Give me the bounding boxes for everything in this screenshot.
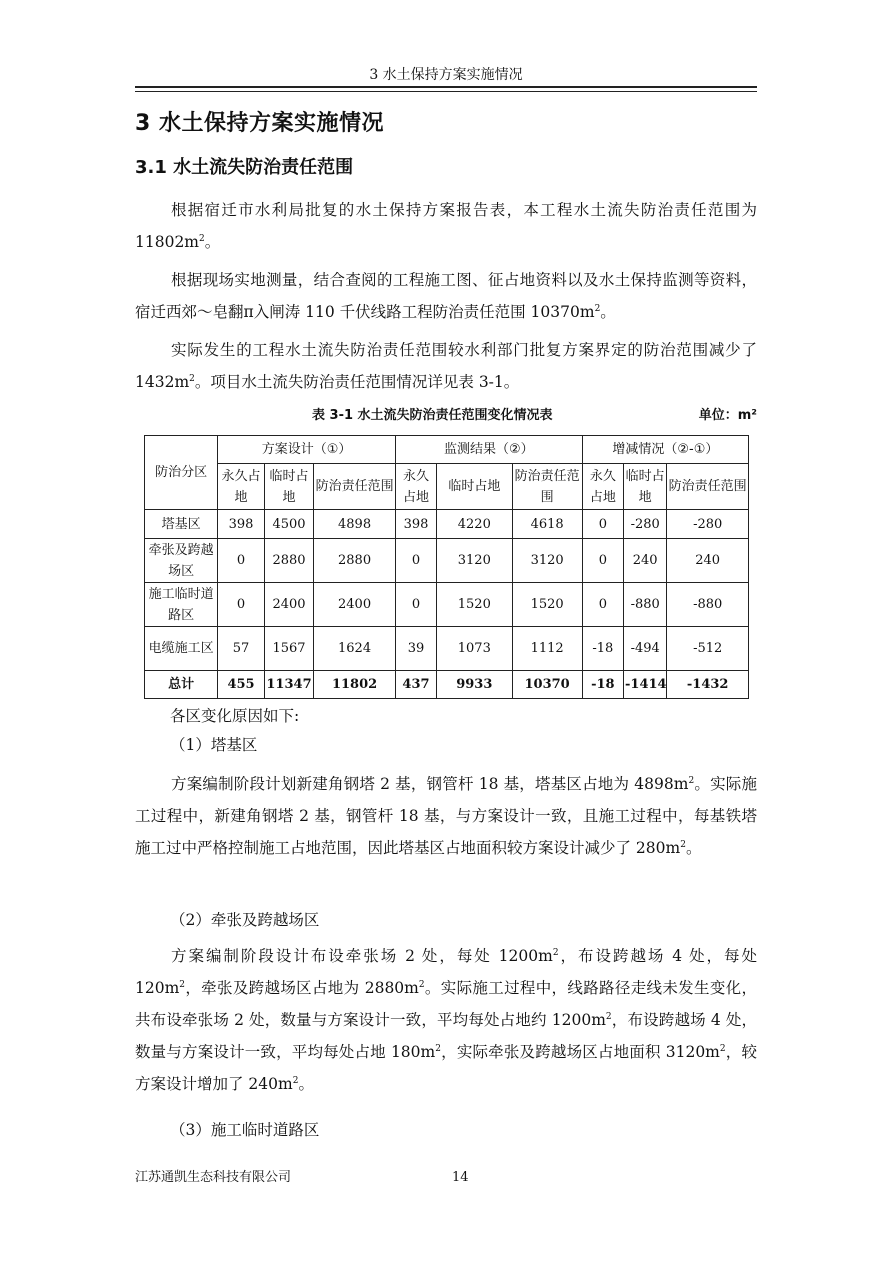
value-cell: 0 [395,539,436,583]
sub-header-permanent: 永久占地 [218,464,264,510]
subsection-title-2: （2）牵张及跨越场区 [170,911,320,929]
value-cell: 1520 [437,583,512,627]
table-unit: 单位：m² [698,408,757,423]
value-cell: 2880 [264,539,314,583]
value-cell: 9933 [437,671,512,699]
table-total-row [145,671,749,699]
paragraph-3: 实际发生的工程水土流失防治责任范围较水利部门批复方案界定的防治范围减少了 $1432m^2$。项目水土流失防治责任范围情况详见表 3-1。 [135,341,757,391]
zone-cell: 电缆施工区 [145,627,218,671]
value-cell: 57 [218,627,264,671]
zone-cell: 施工临时道路区 [145,583,218,627]
value-cell: 0 [582,539,623,583]
group-header-monitor: 监测结果（②） [395,436,582,464]
running-header: 3 水土保持方案实施情况 [369,67,523,83]
value-cell: 240 [624,539,667,583]
value-cell: 1112 [512,627,582,671]
zone-cell: 牵张及跨越场区 [145,539,218,583]
value-cell: 11802 [314,671,396,699]
chapter-heading: 3 水土保持方案实施情况 [135,111,384,136]
value-cell: -880 [624,583,667,627]
value-cell: 437 [395,671,436,699]
sub-header-range: 防治责任范围 [667,464,749,510]
value-cell: 0 [582,510,623,539]
value-cell: 10370 [512,671,582,699]
value-cell: 398 [395,510,436,539]
zone-header: 防治分区 [145,436,218,510]
value-cell: -280 [667,510,749,539]
paragraph-stringing-area: 方案编制阶段设计布设牵张场 2 处，每处 $1200m^2$，布设跨越场 4 处，每处 $120m^2$，牵张及跨越场区占地为 $2880m^2$。实际施工过程中，线路路径走线未发生变化，共布设牵张场 2 处，数量与方案设计一致，平均每处占地约 $1200m^2$，布设跨越场 4 处，数量与方案设计一致，平均每处占地 $180m^2$，实际牵张及跨越场区占地面积 $3120m^2$，较方案设计增加了 $240m^2$。 [135,947,758,1093]
value-cell: -18 [582,627,623,671]
paragraph-2: 根据现场实地测量，结合查阅的工程施工图、征占地资料以及水土保持监测等资料，宿迁西郊～皂翻π入闸涛 110 千伏线路工程防治责任范围 $10370m^2$。 [135,271,757,321]
value-cell: 0 [582,583,623,627]
footer-company: 江苏通凯生态科技有限公司 [135,1170,292,1185]
table-row [145,539,749,583]
value-cell: -880 [667,583,749,627]
sub-header-range: 防治责任范围 [512,464,582,510]
zone-cell: 塔基区 [145,510,218,539]
value-cell: 4618 [512,510,582,539]
table-row [145,583,749,627]
header-rule-thick [135,86,757,88]
sub-header-permanent: 永久占地 [582,464,623,510]
value-cell: 4898 [314,510,396,539]
value-cell: 398 [218,510,264,539]
sub-header-temporary: 临时占地 [624,464,667,510]
page-number: 14 [452,1170,469,1185]
value-cell: 2880 [314,539,396,583]
value-cell: -512 [667,627,749,671]
value-cell: 3120 [512,539,582,583]
value-cell: 0 [395,583,436,627]
group-header-plan: 方案设计（①） [218,436,396,464]
table-title: 表 3-1 水土流失防治责任范围变化情况表 [312,408,553,423]
value-cell: 39 [395,627,436,671]
value-cell: 1520 [512,583,582,627]
table-row [145,510,749,539]
value-cell: 1567 [264,627,314,671]
reasons-intro: 各区变化原因如下: [170,707,300,725]
value-cell: -494 [624,627,667,671]
responsibility-range-table [144,435,749,699]
sub-header-range: 防治责任范围 [314,464,396,510]
value-cell: 1073 [437,627,512,671]
value-cell: 4500 [264,510,314,539]
sub-header-temporary: 临时占地 [264,464,314,510]
value-cell: 0 [218,583,264,627]
sub-header-permanent: 永久占地 [395,464,436,510]
value-cell: -1432 [667,671,749,699]
header-rule-thin [135,91,757,92]
value-cell: 2400 [264,583,314,627]
paragraph-tower-base: 方案编制阶段计划新建角钢塔 2 基，钢管杆 18 基，塔基区占地为 $4898m^2$。实际施工过程中，新建角钢塔 2 基，钢管杆 18 基，与方案设计一致，且施工过程中，每基铁塔施工过中严格控制施工占地范围，因此塔基区占地面积较方案设计减少了 $280m^2$。 [135,775,757,857]
value-cell: -280 [624,510,667,539]
table-caption [135,404,757,428]
section-heading: 3.1 水土流失防治责任范围 [135,157,354,178]
group-header-change: 增减情况（②-①） [582,436,748,464]
value-cell: 240 [667,539,749,583]
value-cell: 3120 [437,539,512,583]
value-cell: -18 [582,671,623,699]
sub-header-temporary: 临时占地 [437,464,512,510]
value-cell: 4220 [437,510,512,539]
value-cell: -1414 [624,671,667,699]
subsection-title-3: （3）施工临时道路区 [170,1121,320,1139]
paragraph-1: 根据宿迁市水利局批复的水土保持方案报告表，本工程水土流失防治责任范围为 $11802m^2$。 [135,201,757,251]
subsection-title-1: （1）塔基区 [170,736,258,754]
value-cell: 2400 [314,583,396,627]
table-row [145,627,749,671]
value-cell: 455 [218,671,264,699]
value-cell: 1624 [314,627,396,671]
zone-cell: 总计 [145,671,218,699]
value-cell: 0 [218,539,264,583]
value-cell: 11347 [264,671,314,699]
